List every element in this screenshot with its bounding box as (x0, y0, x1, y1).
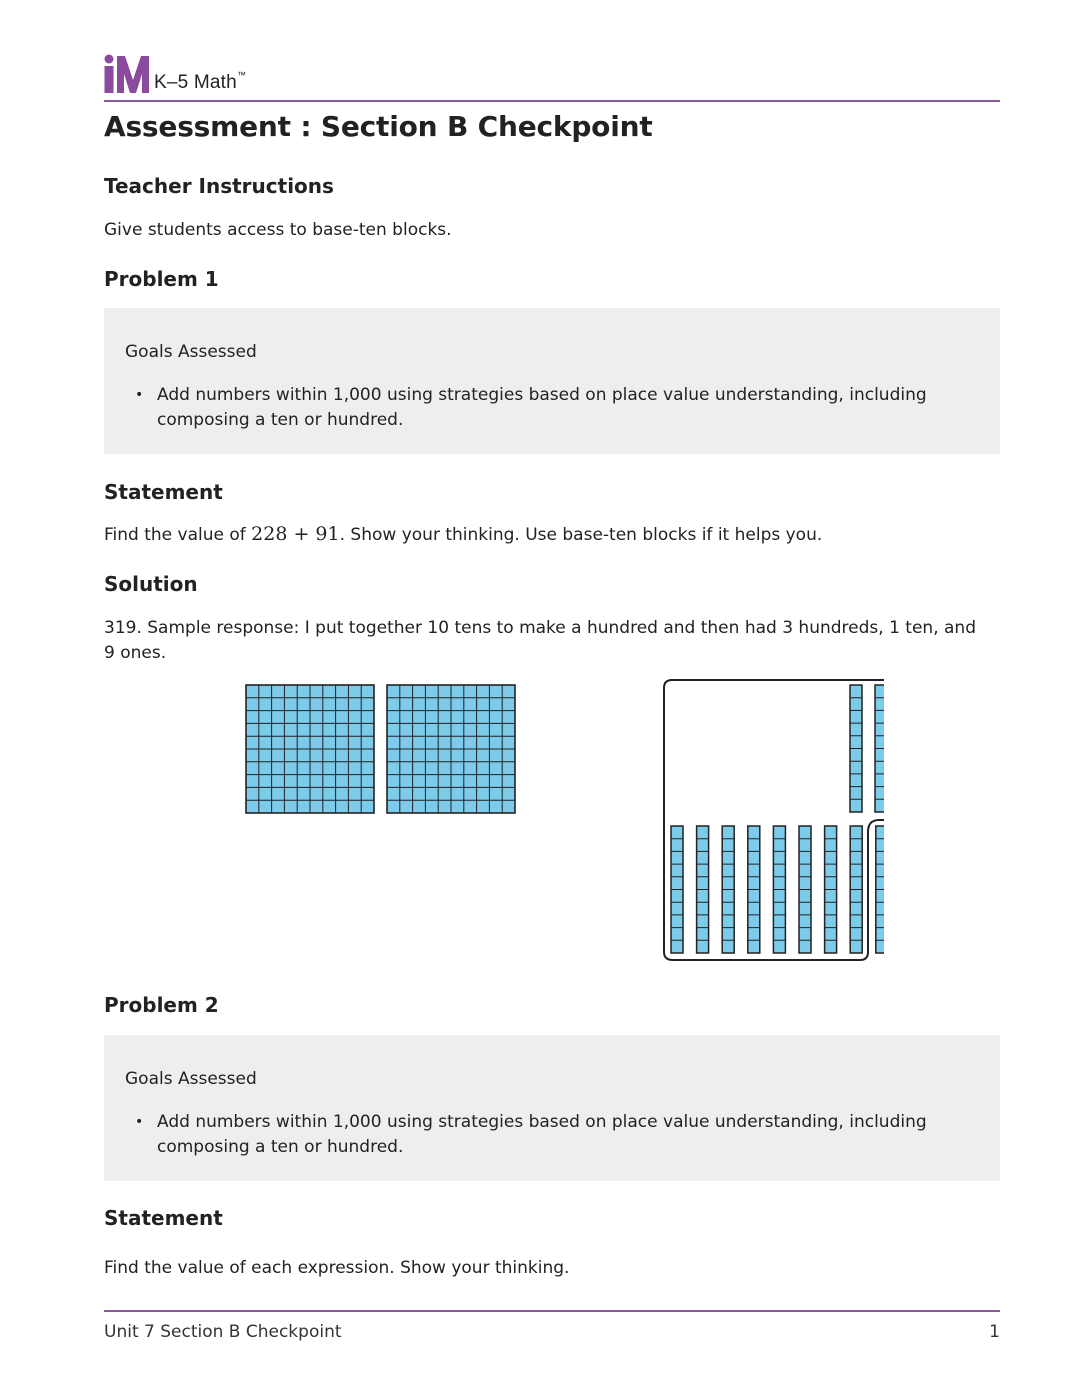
page-number: 1 (989, 1322, 1000, 1342)
problem-2-statement: Find the value of each expression. Show your thinking. (104, 1258, 570, 1278)
footer-title: Unit 7 Section B Checkpoint (104, 1322, 342, 1342)
problem-1-goals-box (104, 308, 1000, 454)
problem-1-statement-heading: Statement (104, 480, 223, 504)
base-ten-blocks-figure (244, 676, 884, 966)
problem-2-statement-heading: Statement (104, 1206, 223, 1230)
teacher-instructions-text: Give students access to base-ten blocks. (104, 220, 452, 240)
problem-2-heading: Problem 2 (104, 993, 219, 1017)
im-logo-mark (104, 54, 150, 94)
problem-1-statement: Find the value of 228 + 91. Show your thinking. Use base-ten blocks if it helps you. (104, 523, 823, 545)
header-rule (104, 100, 1000, 102)
goals-list (125, 1110, 945, 1160)
goals-title: Goals Assessed (125, 1069, 257, 1089)
goal-item: • Add numbers within 1,000 using strategies based on place value understanding, including composing a ten or hundred. (125, 383, 945, 433)
im-logo (104, 52, 284, 96)
goal-item: • Add numbers within 1,000 using strategies based on place value understanding, including composing a ten or hundred. (125, 1110, 945, 1160)
problem-1-heading: Problem 1 (104, 267, 219, 291)
math-expression: 228 + 91 (251, 523, 340, 545)
product-name: K–5 Math™ (154, 70, 247, 93)
goals-title: Goals Assessed (125, 342, 257, 362)
problem-1-solution-heading: Solution (104, 572, 198, 596)
footer-rule (104, 1310, 1000, 1312)
document-page (104, 0, 1000, 1392)
base-ten-blocks-diagram (244, 676, 884, 966)
problem-2-goals-box (104, 1035, 1000, 1181)
page-title: Assessment : Section B Checkpoint (104, 110, 653, 143)
problem-1-solution-text: 319. Sample response: I put together 10 tens to make a hundred and then had 3 hundreds, 1 ten, and 9 ones. (104, 618, 976, 663)
teacher-instructions-heading: Teacher Instructions (104, 174, 334, 198)
goals-list (125, 383, 945, 433)
